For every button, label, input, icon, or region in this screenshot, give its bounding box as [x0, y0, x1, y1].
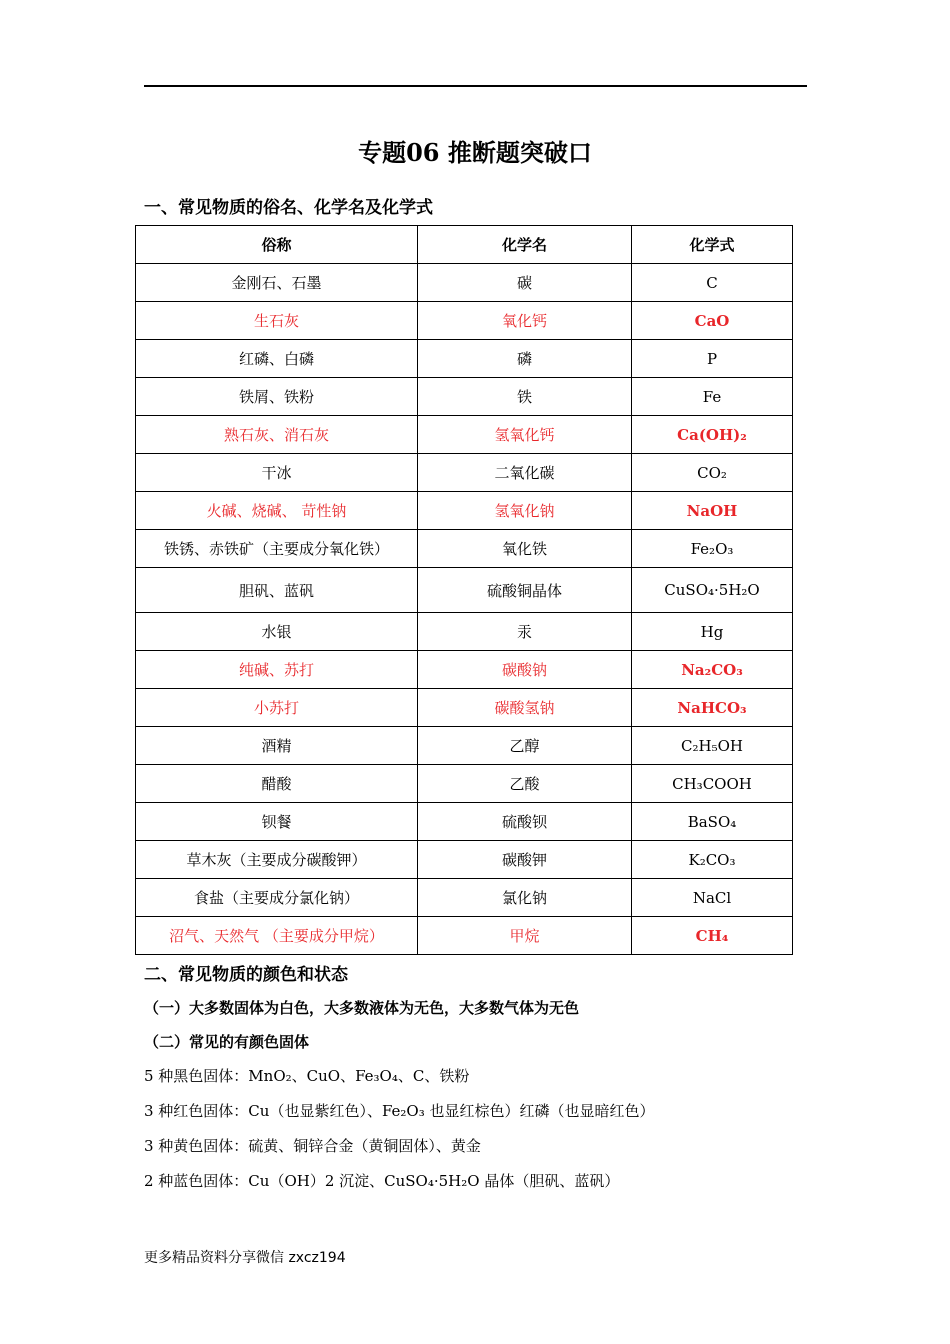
cell-chemical-name: 硫酸铜晶体 [418, 568, 632, 613]
table-row [136, 727, 793, 765]
cell-formula: CH₃COOH [632, 765, 793, 803]
cell-chemical-name: 碳 [418, 264, 632, 302]
cell-formula: Fe₂O₃ [632, 530, 793, 568]
cell-formula: CaO [632, 302, 793, 340]
black-solids-line: 5 种黑色固体：MnO₂、CuO、Fe₃O₄、C、铁粉 [144, 1067, 470, 1085]
table-row [136, 841, 793, 879]
cell-formula: NaOH [632, 492, 793, 530]
cell-common-name: 纯碱、苏打 [136, 651, 418, 689]
cell-formula: BaSO₄ [632, 803, 793, 841]
table-row [136, 416, 793, 454]
cell-common-name: 食盐（主要成分氯化钠） [136, 879, 418, 917]
cell-common-name: 干冰 [136, 454, 418, 492]
page-title: 专题06 推断题突破口 [358, 138, 592, 167]
table-row [136, 803, 793, 841]
cell-chemical-name: 乙酸 [418, 765, 632, 803]
cell-chemical-name: 氧化钙 [418, 302, 632, 340]
cell-chemical-name: 二氧化碳 [418, 454, 632, 492]
cell-chemical-name: 碳酸氢钠 [418, 689, 632, 727]
section-1-heading: 一、常见物质的俗名、化学名及化学式 [144, 198, 433, 218]
cell-formula: Ca(OH)₂ [632, 416, 793, 454]
header-common-name: 俗称 [136, 226, 418, 264]
header-formula: 化学式 [632, 226, 793, 264]
red-solids-line: 3 种红色固体：Cu（也显紫红色）、Fe₂O₃ 也显红棕色）红磷（也显暗红色） [144, 1102, 655, 1120]
cell-chemical-name: 氢氧化钠 [418, 492, 632, 530]
cell-chemical-name: 碳酸钠 [418, 651, 632, 689]
cell-formula: K₂CO₃ [632, 841, 793, 879]
cell-formula: CH₄ [632, 917, 793, 955]
cell-common-name: 熟石灰、消石灰 [136, 416, 418, 454]
cell-chemical-name: 氧化铁 [418, 530, 632, 568]
cell-common-name: 小苏打 [136, 689, 418, 727]
sub-heading-1: （一）大多数固体为白色，大多数液体为无色，大多数气体为无色 [144, 999, 580, 1017]
cell-formula: P [632, 340, 793, 378]
table-row [136, 302, 793, 340]
table-body [136, 264, 793, 955]
cell-formula: NaCl [632, 879, 793, 917]
cell-common-name: 醋酸 [136, 765, 418, 803]
cell-formula: CO₂ [632, 454, 793, 492]
table-row [136, 651, 793, 689]
cell-common-name: 火碱、烧碱、 苛性钠 [136, 492, 418, 530]
cell-chemical-name: 汞 [418, 613, 632, 651]
table-row [136, 492, 793, 530]
footer-note: 更多精品资料分享微信 zxcz194 [144, 1250, 346, 1266]
cell-formula: C [632, 264, 793, 302]
cell-common-name: 生石灰 [136, 302, 418, 340]
table-row [136, 454, 793, 492]
cell-common-name: 水银 [136, 613, 418, 651]
cell-common-name: 铁屑、铁粉 [136, 378, 418, 416]
cell-chemical-name: 碳酸钾 [418, 841, 632, 879]
table-row [136, 568, 793, 613]
table-row [136, 378, 793, 416]
cell-chemical-name: 硫酸钡 [418, 803, 632, 841]
cell-chemical-name: 氢氧化钙 [418, 416, 632, 454]
cell-chemical-name: 铁 [418, 378, 632, 416]
cell-chemical-name: 乙醇 [418, 727, 632, 765]
cell-formula: NaHCO₃ [632, 689, 793, 727]
table-row [136, 917, 793, 955]
cell-chemical-name: 甲烷 [418, 917, 632, 955]
cell-common-name: 沼气、天然气 （主要成分甲烷） [136, 917, 418, 955]
table-header-row [136, 226, 793, 264]
yellow-solids-line: 3 种黄色固体：硫黄、铜锌合金（黄铜固体）、黄金 [144, 1137, 481, 1155]
top-rule [144, 85, 807, 87]
table-row [136, 879, 793, 917]
cell-common-name: 胆矾、蓝矾 [136, 568, 418, 613]
cell-formula: CuSO₄·5H₂O [632, 568, 793, 613]
cell-common-name: 草木灰（主要成分碳酸钾） [136, 841, 418, 879]
cell-common-name: 金刚石、石墨 [136, 264, 418, 302]
cell-chemical-name: 氯化钠 [418, 879, 632, 917]
table-row [136, 689, 793, 727]
cell-formula: Fe [632, 378, 793, 416]
cell-formula: Na₂CO₃ [632, 651, 793, 689]
section-2-heading: 二、常见物质的颜色和状态 [144, 965, 348, 985]
cell-common-name: 红磷、白磷 [136, 340, 418, 378]
table-row [136, 530, 793, 568]
cell-formula: Hg [632, 613, 793, 651]
header-chemical-name: 化学名 [418, 226, 632, 264]
blue-solids-line: 2 种蓝色固体：Cu（OH）2 沉淀、CuSO₄·5H₂O 晶体（胆矾、蓝矾） [144, 1172, 620, 1190]
sub-heading-2: （二）常见的有颜色固体 [144, 1033, 310, 1051]
chemical-names-table [135, 225, 793, 955]
cell-common-name: 酒精 [136, 727, 418, 765]
table-row [136, 765, 793, 803]
table-row [136, 613, 793, 651]
cell-common-name: 钡餐 [136, 803, 418, 841]
table-row [136, 340, 793, 378]
cell-common-name: 铁锈、赤铁矿（主要成分氧化铁） [136, 530, 418, 568]
cell-chemical-name: 磷 [418, 340, 632, 378]
cell-formula: C₂H₅OH [632, 727, 793, 765]
table-row [136, 264, 793, 302]
